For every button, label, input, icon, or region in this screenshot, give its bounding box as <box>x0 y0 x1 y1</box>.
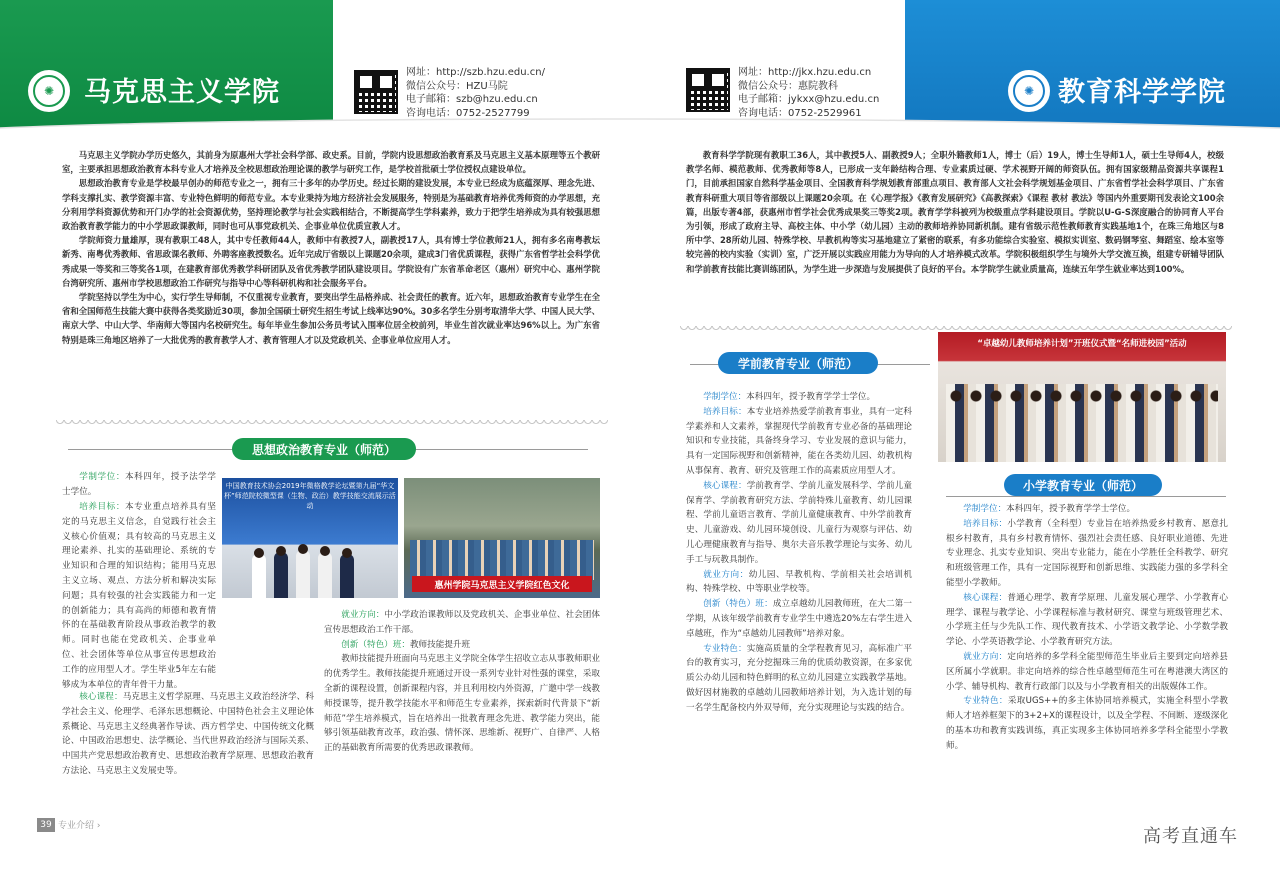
sz-right-column <box>324 608 600 756</box>
xq-column <box>686 390 912 716</box>
xx-degree-label: 学制学位： <box>963 504 1007 514</box>
left-school-title: 马克思主义学院 <box>84 77 280 108</box>
xq-photo-group <box>938 332 1226 462</box>
sz-career: 中小学政治课教师以及党政机关、企事业单位、社会团体宣传思想政治工作干部。 <box>324 610 600 635</box>
xq-class-desc: 成立卓越幼儿园教师班，在大二第一学期，从该年级学前教育专业学生中遴选20%左右学生进入卓越班，作为“卓越幼儿园教师”培养对象。 <box>686 599 912 639</box>
left-intro-paragraph: 马克思主义学院办学历史悠久，其前身为原惠州大学社会科学部、政史系。目前，学院内设思想政治教育系及马克思主义基本原理等五个教研室，主要承担思想政治教育本科专业人才培养及全校思想政治理论课的教学与研究工作，是学校首批硕士学位授权点建设单位。 <box>62 150 600 175</box>
sz-goal: 本专业重点培养具有坚定的马克思主义信念，自觉践行社会主义核心价值观；具有较高的马克思主义理论素养、扎实的基础理论、系统的专业知识和合理的知识结构；能用马克思主义立场、观点、方法分析和解决实际问题；具有较强的社会实践能力和一定的创新能力；具有高尚的师德和教育情怀的在基础教育阶段从事政治教学的教师。同时也能在党政机关、企事业单位、社会团体等单位从事宣传思想政治工作的应用型人才。学生毕业5年左右能够成为本单位的青年骨干力量。 <box>62 502 216 690</box>
xq-feature: 实施高质量的全学程教育见习，高标准广平台的教育实习，充分挖掘珠三角的优质幼教资源，在多家优质公办幼儿园和特色鲜明的私立幼儿园建立实践教学基地。做好因材施教的卓越幼儿园教师培养计划，为入选计划的每一名学生配备校内外双导师，充分实现理论与实践的结合。 <box>686 643 912 713</box>
xx-feature-label: 专业特色： <box>963 696 1008 707</box>
xq-class-label: 创新（特色）班： <box>703 599 773 610</box>
xq-course: 学前教育学、学前儿童发展科学、学前儿童保育学、学前教育研究方法、学前特殊儿童教育、幼儿园课程、学前儿童语言教育、学前儿童健康教育、中外学前教育史、儿童游戏、幼儿园环境创设、儿童行为观察与评估、幼儿心理健康教育与指导、奥尔夫音乐教学理论与实务、幼儿手工与玩教具制作。 <box>686 480 912 565</box>
header-swoosh <box>0 112 1280 134</box>
xx-title-line <box>946 496 1226 497</box>
right-website[interactable]: 网址：http://jkx.hzu.edu.cn <box>738 67 872 78</box>
xq-feature-label: 专业特色： <box>703 643 747 654</box>
right-wechat: 微信公众号：惠院教科 <box>738 80 838 92</box>
sz-major-title: 思想政治教育专业（师范） <box>232 438 416 460</box>
sz-photo-red-culture <box>404 478 600 598</box>
left-phone: 咨询电话：0752-2527799 <box>406 107 530 119</box>
xx-feature: 采取UGS++的多主体协同培养模式，实施全科型小学教师人才培养框架下的3+2+X的课程设计，以及全学程、不间断、逐级深化的基本功和教育实践训练，真正实现多主体协同培养多学科全能型小学教师。 <box>946 696 1228 751</box>
page-number: 39 <box>37 818 55 832</box>
university-seal-icon: ✺ <box>1013 75 1045 107</box>
xx-career: 定向培养的多学科全能型师范生毕业后主要到定向培养县区所属小学就职。非定向培养的综合性卓越型师范生可在粤港澳大湾区的小学、辅导机构、教育行政部门以及与小学教育相关的出版媒体工作。 <box>946 651 1228 692</box>
right-phone: 咨询电话：0752-2529961 <box>738 107 862 119</box>
sz-course: 马克思主义哲学原理、马克思主义政治经济学、科学社会主义、伦理学、毛泽东思想概论、中国特色社会主义理论体系概论、马克思主义经典著作导读、西方哲学史、中国传统文化概论、中国政治思想史、法学概论、当代世界政治经济与国际关系、中国共产党思想政治教育史、思想政治教育学原理、思想政治教育方法论、马克思主义发展史等。 <box>62 692 314 776</box>
left-intro <box>62 148 600 347</box>
left-school-logo <box>28 70 70 112</box>
sz-course-label: 核心课程： <box>79 692 123 702</box>
left-wave-divider <box>56 420 608 428</box>
xq-degree-label: 学制学位： <box>703 392 747 402</box>
right-intro-paragraph: 教育科学学院现有教职工36人，其中教授5人、副教授9人；全职外籍教师1人，博士（后）19人，博士生导师1人，硕士生导师4人，校级教学名师、模范教师、优秀教师等8人，已形成一支年龄结构合理、专业素质过硬、学术视野开阔的师资队伍。拥有国家级精品资源共享课程1门，目前承担国家自然科学基金项目、全国教育科学规划教育部重点项目、教育部人文社会科学规划基金项目、广东省哲学社会科学项目、广东省教育科研重大项目等省部级以上课题20余项。在《心理学报》《教育发展研究》《高教探索》《课程 教材 教法》等国内外重要期刊发表论文100余篇，出版专著4部，获惠州市哲学社会优秀成果奖三等奖2项。教育学学科被列为校级重点学科建设项目。学院以U-G-S深度融合的协同育人平台为引领，形成了政府主导、高校主体、中小学（幼儿园）主动的教师培养协同新机制。建有省级示范性教师教育实践基地1个，在珠三角地区与8所中学、28所幼儿园、特殊学校、早教机构等实习基地建立了紧密的联系，有多功能综合实验室、模拟实训室、数码钢琴室、舞蹈室、绘本室等较完善的校内实验（实训）室，广泛开展以实践应用能力为导向的人才培养模式改革。学院积极组织学生与境外大学交流互换，组建专研辅导团队和学前教育技能比赛训练团队，为学生进一步深造与发展提供了良好的平台。本学院学生就业质量高，连续五年学生就业率达到100%。 <box>686 150 1224 274</box>
xq-photo-caption: “卓越幼儿教师培养计划”开班仪式暨“名师进校园”活动 <box>977 339 1187 349</box>
xx-goal-label: 培养目标： <box>963 518 1008 529</box>
left-email[interactable]: 电子邮箱：szb@hzu.edu.cn <box>406 94 538 105</box>
sz-photo-forum-caption: 中国教育技术协会2019年微格教学论坛暨第九届“华文杯”师范院校微型课（生物、政治）教学技能交流展示活动 <box>224 482 396 510</box>
right-school-title: 教育科学学院 <box>1058 77 1226 108</box>
right-email[interactable]: 电子邮箱：jykxx@hzu.edu.cn <box>738 94 880 105</box>
left-intro-paragraph: 思想政治教育专业是学校最早创办的师范专业之一，拥有三十多年的办学历史。经过长期的建设发展，本专业已经成为底蕴深厚、理念先进、学科支撑扎实、教学资源丰富、专业特色鲜明的师范专业。本专业秉持为地方经济社会发展服务，特别是为基础教育培养优秀师资的办学思想，充分利用学科资源优势和开门办学的社会资源优势，坚持理论教学与社会实践相结合，不断提高学生学科素养，致力于把学生培养成为具有较强思想政治教育教学能力的中小学思政课教师，同时也可从事党政机关、企事业单位优质宣教人才。 <box>62 178 600 232</box>
sz-photo-banner: 惠州学院马克思主义学院红色文化 <box>412 576 592 592</box>
university-seal-icon: ✺ <box>33 75 65 107</box>
left-qr-code-icon <box>354 70 398 114</box>
right-qr-code-icon <box>686 68 730 112</box>
sz-left-column-top <box>62 470 216 500</box>
sz-photo-forum <box>222 478 398 598</box>
xx-career-label: 就业方向： <box>963 651 1008 662</box>
left-intro-paragraph: 学院师资力量雄厚，现有教职工48人，其中专任教师44人，教师中有教授7人，副教授17人，具有博士学位教师21人，拥有多名南粤教坛新秀、南粤优秀教师、省思政课名教师、外聘客座教授数名。近年完成厅省级以上课题20余项，建成3门省优质课程，获得广东省哲学社会科学优秀成果一等奖和三等奖各1项，在建教育部优秀教学科研团队及省优秀教学团队建设项目。学院设有广东省革命老区（惠州）研究中心、惠州学院台湾研究所、惠州市学校思想政治工作研究与指导中心等科研机构和社会服务平台。 <box>62 235 600 288</box>
xq-degree: 本科四年，授予教育学学士学位。 <box>746 392 876 402</box>
right-intro <box>686 148 1224 276</box>
left-contact-block <box>406 66 545 120</box>
sz-course-block <box>62 690 314 779</box>
xx-degree: 本科四年，授予教育学学士学位。 <box>1006 504 1136 514</box>
sz-class-desc: 教师技能提升班面向马克思主义学院全体学生招收立志从事教师职业的优秀学生。教师技能提升班通过开设一系列专业针对性强的课堂，采取全新的课程设置，创新课程内容，并且利用校内外资源，广邀中学一线教师授课等，提升教学技能水平和师范生专业素养，探索新时代背景下“新师范”学生培养模式，旨在培养出一批教育理念先进、教学能力突出，能够引领基础教育改革，政治强、情怀深、思维新、视野广、自律严、人格正的基础教育所需要的优秀思政课教师。 <box>324 654 600 754</box>
xq-career: 幼儿园、早教机构、学前相关社会培训机构、特殊学校、中等职业学校等。 <box>686 569 912 595</box>
xx-course-label: 核心课程： <box>963 592 1008 603</box>
sz-career-label: 就业方向： <box>341 610 385 620</box>
xq-goal-label: 培养目标： <box>703 406 747 417</box>
sz-degree-label: 学制学位： <box>79 472 125 482</box>
chevron-right-icon: › <box>96 821 101 831</box>
watermark: 高考直通车 <box>1143 826 1238 847</box>
sz-goal-label: 培养目标： <box>79 502 125 512</box>
xx-major-title: 小学教育专业（师范） <box>1004 474 1162 496</box>
xx-column <box>946 502 1228 754</box>
xq-goal: 本专业培养热爱学前教育事业，具有一定科学素养和人文素养，掌握现代学前教育专业必备的基础理论知识和专业技能，具备终身学习、专业发展的意识与能力，具有一定国际视野和创新精神，能在各类幼儿园、幼教机构从事保育、教育、研究及管理工作的高素质应用型人才。 <box>686 406 912 476</box>
xq-major-title: 学前教育专业（师范） <box>718 352 878 374</box>
left-intro-paragraph: 学院坚持以学生为中心，实行学生导师制，不仅重视专业教育，要突出学生品格养成、社会责任的教育。近六年，思想政治教育专业学生在全省和全国师范生技能大赛中获得各类奖励近30项，参加全国硕士研究生招生考试上线率达90%。30多名学生分别考取清华大学、中国人民大学、南京大学、中山大学、华南师大等国内名校研究生。每年毕业生参加公务员考试入围率位居全校前列，毕业生首次就业率达96%以上。为广东省特别是珠三角地区培养了一大批优秀的教育教学人才、教育管理人才以及党政机关、企事业单位应用人才。 <box>62 292 600 345</box>
right-school-logo <box>1008 70 1050 112</box>
xq-career-label: 就业方向： <box>703 569 749 580</box>
left-wechat: 微信公众号：HZU马院 <box>406 80 508 92</box>
sz-class-label: 创新（特色）班： <box>341 639 410 650</box>
xx-course: 普通心理学、教育学原理、儿童发展心理学、小学教育心理学、课程与教学论、小学课程标准与教材研究、课堂与班级管理艺术、小学班主任与少先队工作、现代教育技术、小学语文教学论、小学数学教学论、小学英语教学论、小学教育研究方法。 <box>946 592 1228 648</box>
footer-section-text: 专业介绍 <box>58 821 95 831</box>
left-website[interactable]: 网址：http://szb.hzu.edu.cn/ <box>406 67 545 78</box>
xq-course-label: 核心课程： <box>703 480 747 491</box>
xx-goal: 小学教育（全科型）专业旨在培养热爱乡村教育、愿意扎根乡村教育，具有乡村教育情怀、强烈社会责任感、良好职业道德、先进专业理念、扎实专业知识、突出专业能力，能在小学胜任全科教学、研究和班级管理工作，具有一定国际视野和创新思维、实践能力强的多学科全能型小学教师。 <box>946 518 1228 588</box>
sz-degree: 本科四年，授予法学学士学位。 <box>62 472 216 497</box>
footer-section-label <box>58 818 101 831</box>
right-contact-block <box>738 66 879 120</box>
sz-class-name: 教师技能提升班 <box>409 639 471 650</box>
